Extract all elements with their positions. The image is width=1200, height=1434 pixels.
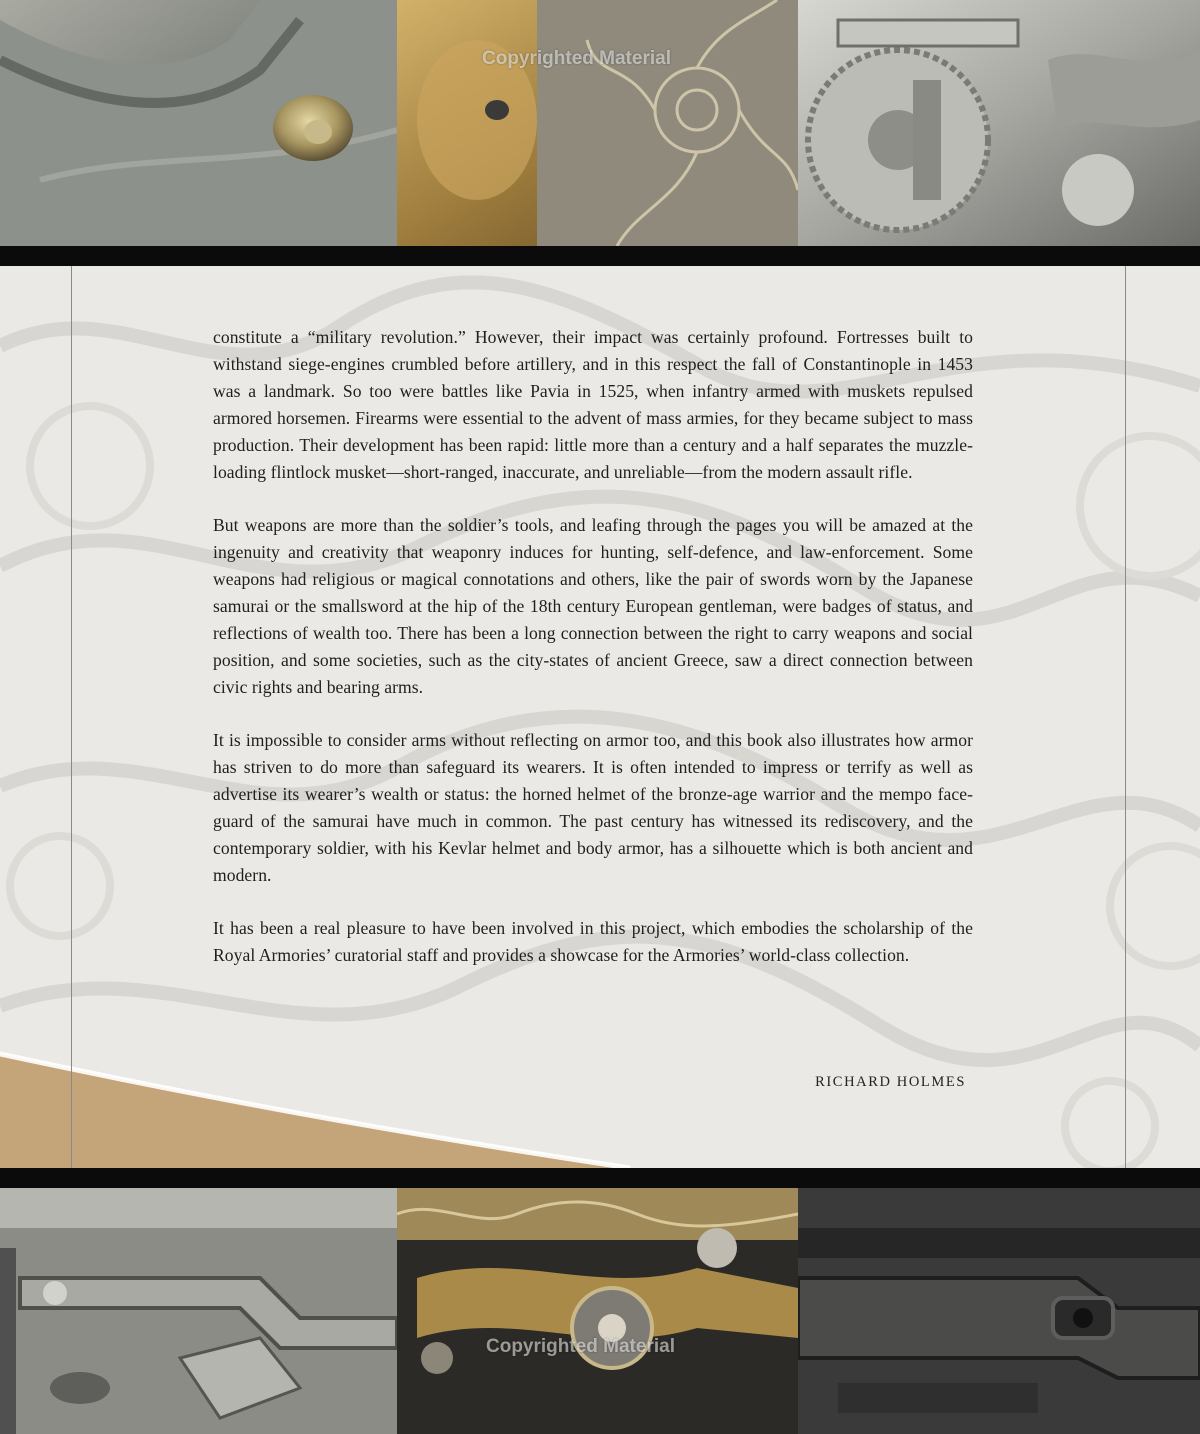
gray-gun-mechanism-image (0, 1188, 397, 1434)
body-text (213, 324, 973, 995)
gilded-ornament-image (397, 0, 798, 246)
text-panel (0, 266, 1200, 1168)
top-black-band (0, 246, 1200, 266)
gilded-lock-image (397, 1188, 798, 1434)
left-margin-rule (71, 266, 72, 1168)
top-image-strip (0, 0, 1200, 246)
right-margin-rule (1125, 266, 1126, 1168)
paragraph: It has been a real pleasure to have been involved in this project, which embodies the scholarship of the Royal Armories’ curatorial staff and provides a showcase for the Armories’ world-class collection. (213, 918, 973, 965)
watermark-top: Copyrighted Material (482, 48, 671, 69)
silver-mechanism-image (798, 0, 1200, 246)
author-signature: RICHARD HOLMES (815, 1074, 966, 1090)
steel-armor-rivet-image (0, 0, 397, 246)
paragraph: constitute a “military revolution.” However, their impact was certainly profound. Fortresses built to withstand siege-engines crumbled before artillery, and in this respect the fall of Constantinople in 1453 was a landmark. So too were battles like Pavia in 1525, when infantry armed with muskets repulsed armored horsemen. Firearms were essential to the advent of mass armies, for they became subject to mass production. Their development has been rapid: little more than a century and a half separates the muzzle-loading flintlock musket—short-ranged, inaccurate, and unreliable—from the modern assault rifle. (213, 327, 973, 482)
bottom-image-strip (0, 1188, 1200, 1434)
dark-rifle-receiver-image (798, 1188, 1200, 1434)
paragraph: But weapons are more than the soldier’s tools, and leafing through the pages you will be amazed at the ingenuity and creativity that weaponry induces for hunting, self-defence, and law-enforcement. Some weapons had religious or magical connotations and others, like the pair of swords worn by the Japanese samurai or the smallsword at the hip of the 18th century European gentleman, were badges of status, and reflections of wealth too. There has been a long connection between the right to carry weapons and social position, and some societies, such as the city-states of ancient Greece, saw a direct connection between civic rights and bearing arms. (213, 515, 973, 697)
watermark-bottom: Copyrighted Material (486, 1336, 675, 1357)
paragraph: It is impossible to consider arms without reflecting on armor too, and this book also illustrates how armor has striven to do more than safeguard its wearers. It is often intended to impress or terrify as well as advertise its wearer’s wealth or status: the horned helmet of the bronze-age warrior and the mempo face-guard of the samurai have much in common. The past century has witnessed its rediscovery, and the contemporary soldier, with his Kevlar helmet and body armor, has a silhouette which is both ancient and modern. (213, 730, 973, 885)
bottom-black-band (0, 1168, 1200, 1188)
